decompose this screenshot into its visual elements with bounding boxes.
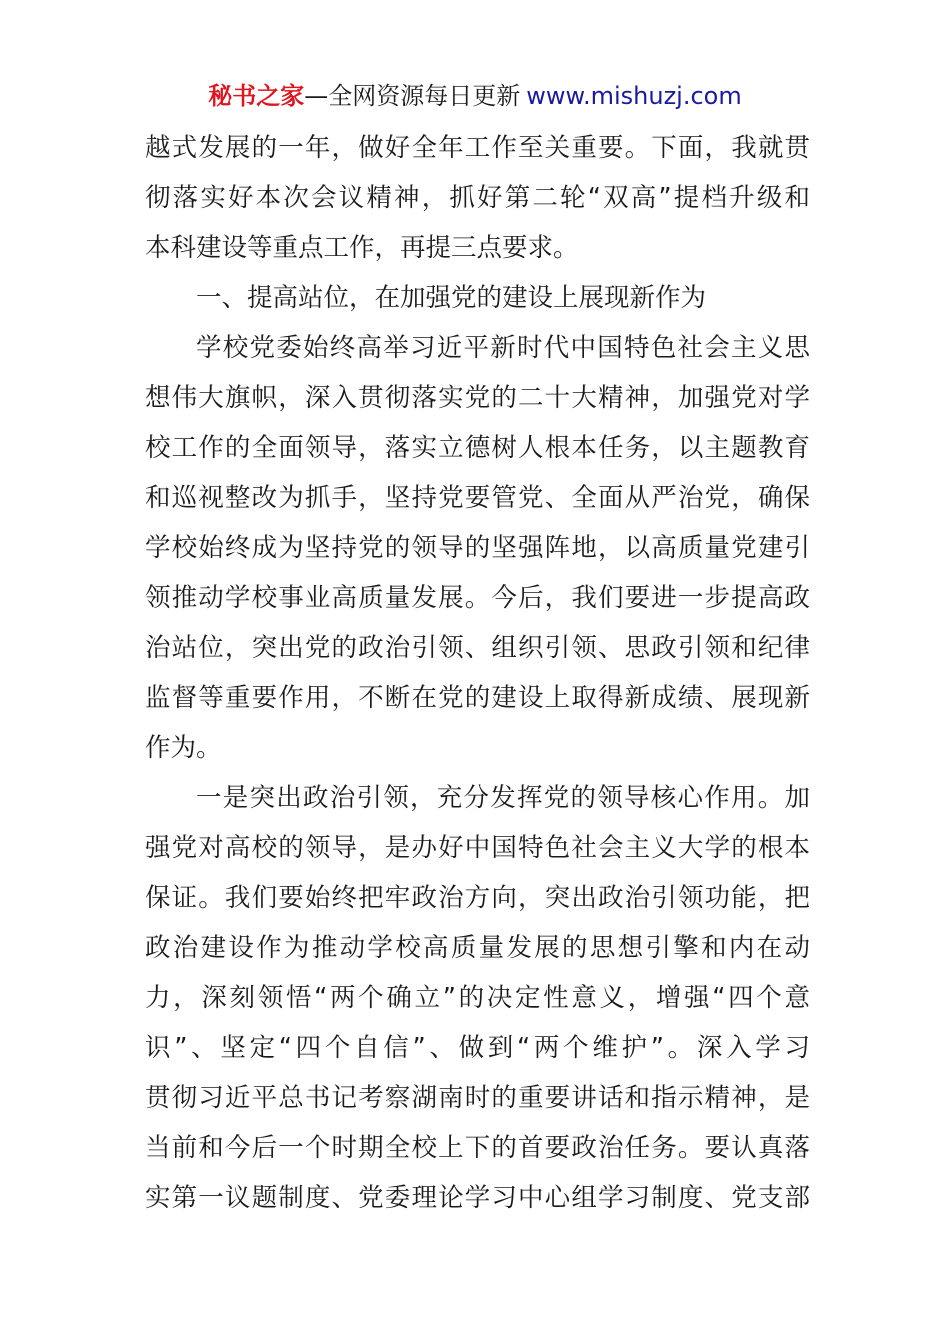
text-line: 学校始终成为坚持党的领导的坚强阵地，以高质量党建引 [145,533,810,563]
text-line: 治站位，突出党的政治引领、组织引领、思政引领和纪律 [145,633,810,663]
text-line: 一是突出政治引领，充分发挥党的领导核心作用。加 [196,783,810,813]
text-line: 本科建设等重点工作，再提三点要求。 [145,233,579,263]
text-line: 贯彻习近平总书记考察湖南时的重要讲话和指示精神，是 [145,1083,810,1113]
text-line: 保证。我们要始终把牢政治方向，突出政治引领功能，把 [145,883,810,913]
text-line: 监督等重要作用，不断在党的建设上取得新成绩、展现新 [145,683,810,713]
text-line: 越式发展的一年，做好全年工作至关重要。下面，我就贯 [145,133,810,163]
text-line: 学校党委始终高举习近平新时代中国特色社会主义思 [196,333,810,363]
document-body [145,123,810,1223]
text-line: 实第一议题制度、党委理论学习中心组学习制度、党支部 [145,1183,810,1213]
header-site-link[interactable]: www.mishuzj.com [526,82,742,110]
text-line: 想伟大旗帜，深入贯彻落实党的二十大精神，加强党对学 [145,383,810,413]
text-line: 一、提高站位，在加强党的建设上展现新作为 [196,283,707,313]
text-line: 彻落实好本次会议精神，抓好第二轮“双高”提档升级和 [145,183,810,213]
text-line: 和巡视整改为抓手，坚持党要管党、全面从严治党，确保 [145,483,810,513]
header-brand: 秘书之家 [208,82,305,110]
text-line: 校工作的全面领导，落实立德树人根本任务，以主题教育 [145,433,810,463]
text-line: 当前和今后一个时期全校上下的首要政治任务。要认真落 [145,1133,810,1163]
text-line: 领推动学校事业高质量发展。今后，我们要进一步提高政 [145,583,810,613]
header-tagline: —全网资源每日更新 [304,82,521,110]
text-line: 政治建设作为推动学校高质量发展的思想引擎和内在动 [145,933,810,963]
text-line: 力，深刻领悟“两个确立”的决定性意义，增强“四个意 [145,983,810,1013]
page-header [0,80,950,112]
text-line: 识”、坚定“四个自信”、做到“两个维护”。深入学习 [145,1033,810,1063]
text-line: 强党对高校的领导，是办好中国特色社会主义大学的根本 [145,833,810,863]
text-line: 作为。 [145,733,222,763]
